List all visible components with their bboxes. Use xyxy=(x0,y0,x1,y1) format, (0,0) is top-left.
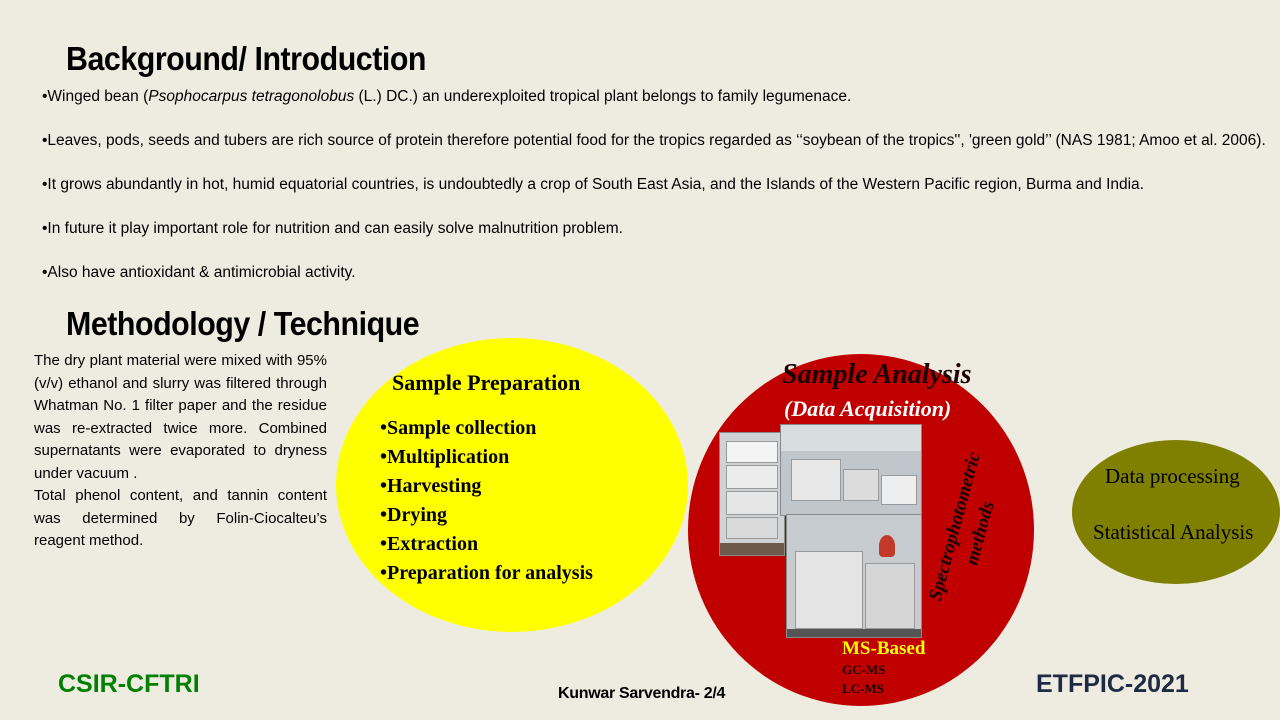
sample-preparation-list xyxy=(380,414,593,588)
bullet-5: •Also have antioxidant & antimicrobial activity. xyxy=(42,264,356,281)
methodology-para-2: Total phenol content, and tannin content was determined by Folin-Ciocalteu’s reagent method. xyxy=(34,487,327,549)
bullet-4: •In future it play important role for nutrition and can easily solve malnutrition problem. xyxy=(42,220,623,237)
list-item: •Preparation for analysis xyxy=(380,562,593,584)
gcms-instrument-image xyxy=(786,514,922,638)
sample-analysis-title: Sample Analysis xyxy=(782,359,972,390)
gc-instrument-image xyxy=(780,424,922,516)
data-processing-ellipse xyxy=(1072,440,1280,584)
footer-right-event: ETFPIC-2021 xyxy=(1036,670,1189,698)
statistical-analysis-label: Statistical Analysis xyxy=(1093,520,1254,544)
list-item: •Harvesting xyxy=(380,475,482,497)
methodology-text xyxy=(34,350,327,553)
methodology-para-1: The dry plant material were mixed with 95% (v/v) ethanol and slurry was filtered through Whatman No. 1 filter paper and the residue was re-extracted twice more. Combined supernatants were evaporated to dryness under vacuum . xyxy=(34,352,327,482)
list-item: •Multiplication xyxy=(380,446,510,468)
spectrophotometric-label: Spectrophotometric methods xyxy=(925,449,999,604)
sample-preparation-title: Sample Preparation xyxy=(392,370,581,395)
bullet-1: •Winged bean (Psophocarpus tetragonolobus (L.) DC.) an underexploited tropical plant belongs to family legumenace. xyxy=(42,88,852,105)
lcms-label: LC-MS xyxy=(842,681,884,696)
bullet-3: •It grows abundantly in hot, humid equatorial countries, is undoubtedly a crop of South East Asia, and the Islands of the Western Pacific region, Burma and India. xyxy=(42,176,1144,193)
background-bullets xyxy=(42,86,1272,306)
ms-based-label: MS-Based xyxy=(842,638,926,659)
footer-presenter: Kunwar Sarvendra- 2/4 xyxy=(558,685,726,702)
data-processing-label: Data processing xyxy=(1105,464,1240,488)
hplc-instrument-image xyxy=(719,432,785,556)
bullet-2: •Leaves, pods, seeds and tubers are rich source of protein therefore potential food for the tropics regarded as ‘‘soybean of the tropics'', 'green gold’’ (NAS 1981; Amoo et al. 2006). xyxy=(42,132,1266,149)
background-heading: Background/ Introduction xyxy=(66,40,427,77)
footer-left-org: CSIR-CFTRI xyxy=(58,670,200,698)
sample-analysis-subtitle: (Data Acquisition) xyxy=(784,396,952,421)
list-item: •Extraction xyxy=(380,533,479,555)
list-item: •Drying xyxy=(380,504,448,526)
methodology-heading: Methodology / Technique xyxy=(66,305,420,342)
gcms-label: GC-MS xyxy=(842,662,886,677)
list-item: •Sample collection xyxy=(380,417,537,439)
